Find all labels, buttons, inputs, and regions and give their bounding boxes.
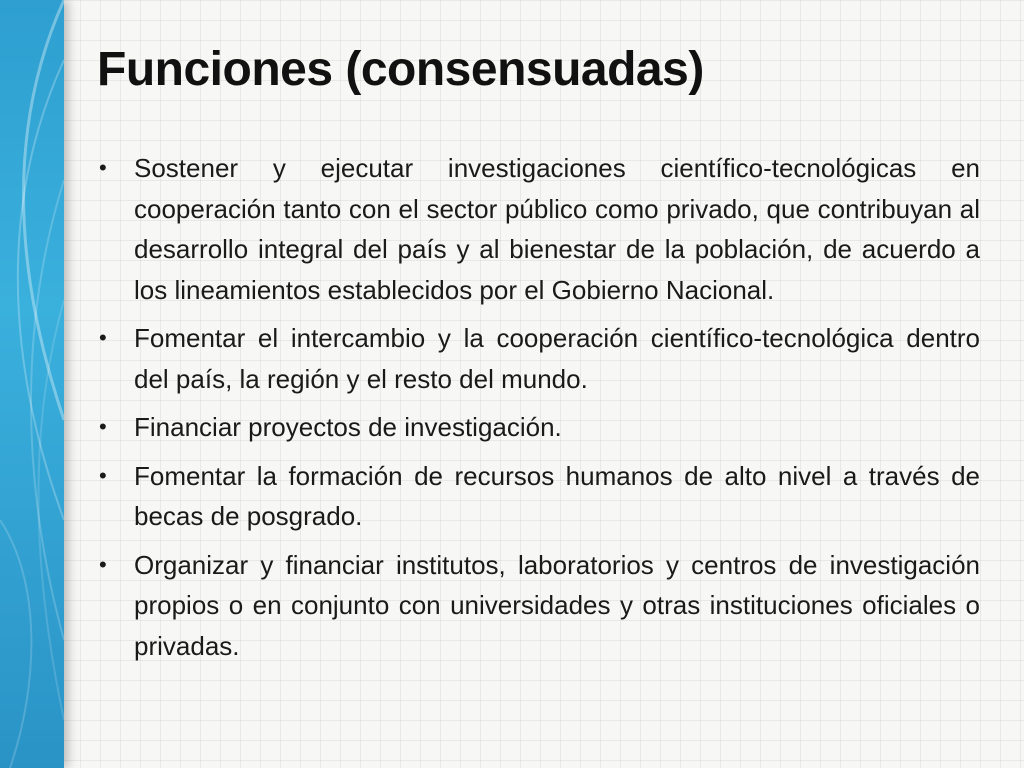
list-item xyxy=(96,318,980,399)
bullet-icon: • xyxy=(99,325,107,350)
bullet-icon: • xyxy=(99,414,107,439)
bullet-text: Fomentar el intercambio y la cooperación científico-tecnológica dentro del país, la región y el resto del mundo. xyxy=(134,323,980,394)
decorative-side-band xyxy=(0,0,64,768)
bullet-text: Financiar proyectos de investigación. xyxy=(134,412,562,442)
bullet-text: Sostener y ejecutar investigaciones científico-tecnológicas en cooperación tanto con el sector público como privado, que contribuyan al desarrollo integral del país y al bienestar de la población, de acuerdo a los lineamientos establecidos por el Gobierno Nacional. xyxy=(134,153,980,305)
bullet-icon: • xyxy=(99,155,107,180)
list-item xyxy=(96,148,980,310)
list-item xyxy=(96,407,980,448)
bullet-text: Organizar y financiar institutos, laboratorios y centros de investigación propios o en conjunto con universidades y otras instituciones oficiales o privadas. xyxy=(134,549,980,661)
bullet-list xyxy=(96,148,980,674)
list-item xyxy=(96,456,980,537)
bullet-icon: • xyxy=(99,462,107,488)
bullet-text: Fomentar la formación de recursos humanos de alto nivel a través de becas de posgrado. xyxy=(134,460,980,531)
list-item xyxy=(96,545,980,667)
slide-title: Funciones (consensuadas) xyxy=(97,43,704,96)
bullet-icon: • xyxy=(99,551,107,577)
wave-pattern-icon xyxy=(0,0,64,768)
